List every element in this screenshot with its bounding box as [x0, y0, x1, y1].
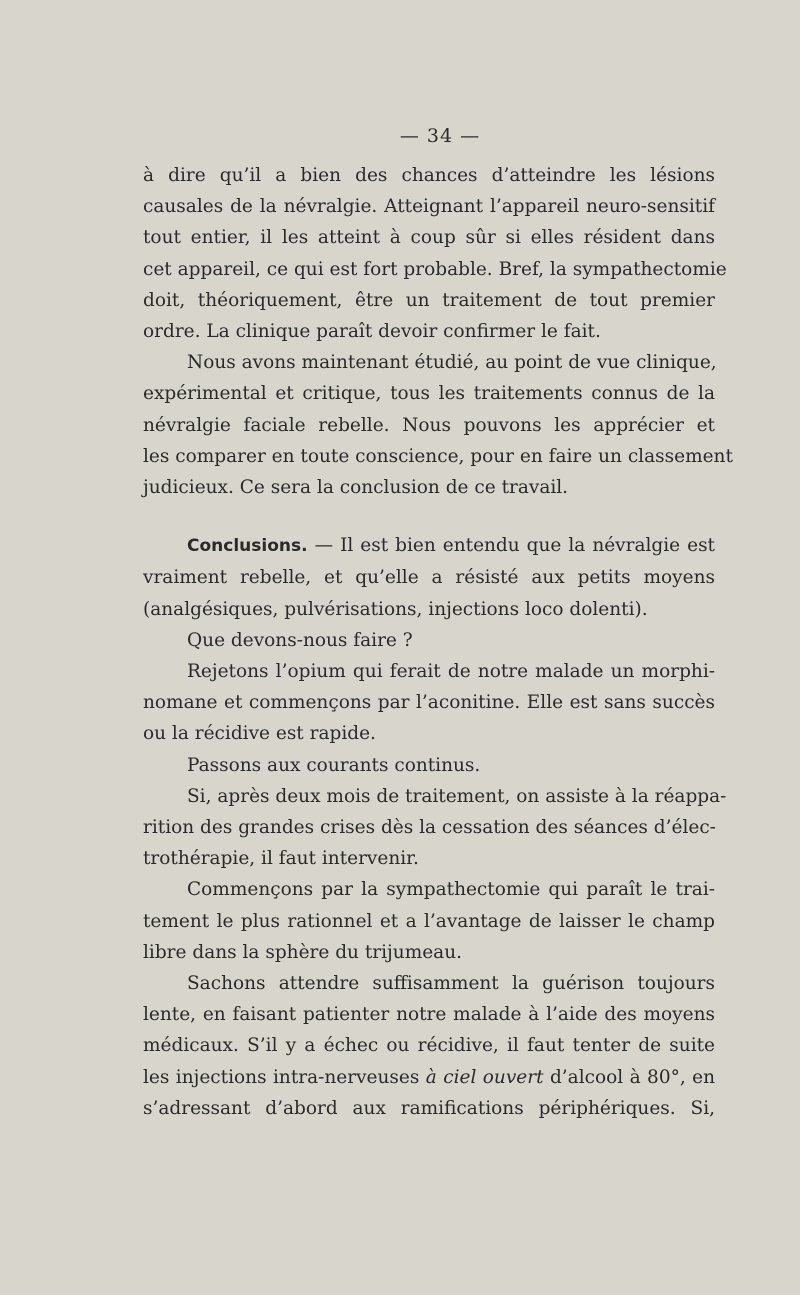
text-line: Rejetons l’opium qui ferait de notre malade un morphi- — [187, 661, 715, 683]
section-gap — [143, 503, 715, 530]
text-line: Commençons par la sympathectomie qui paraît le trai- — [187, 879, 715, 901]
text-segment: les injections intra-nerveuses — [143, 1066, 426, 1088]
text-line: vraiment rebelle, et qu’elle a résisté aux petits moyens — [143, 567, 715, 589]
text-line: cet appareil, ce qui est fort probable. Bref, la sympathectomie — [143, 258, 727, 280]
text-line: à dire qu’il a bien des chances d’atteindre les lésions — [143, 165, 715, 186]
body-text — [143, 160, 733, 1124]
italic-phrase: à ciel ouvert — [425, 1066, 544, 1088]
text-line: Que devons-nous faire ? — [187, 629, 413, 651]
text-line: s’adressant d’abord aux ramifications périphériques. Si, — [143, 1097, 715, 1119]
text-line: expérimental et critique, tous les traitements connus de la — [143, 383, 715, 405]
text-line: libre dans la sphère du trijumeau. — [143, 941, 463, 963]
text-line: les comparer en toute conscience, pour en faire un classement — [143, 445, 733, 467]
text-line: causales de la névralgie. Atteignant l’appareil neuro-sensitif — [143, 196, 715, 218]
text-line: Passons aux courants continus. — [187, 754, 481, 776]
text-line: lente, en faisant patienter notre malade à l’aide des moyens — [143, 1004, 715, 1026]
text-line: doit, théoriquement, être un traitement de tout premier — [143, 289, 715, 311]
text-line — [143, 530, 715, 562]
text-line: tement le plus rationnel et a l’avantage de laisser le champ — [143, 910, 715, 932]
text-segment: — Il est bien entendu que la névralgie est — [314, 535, 715, 557]
text-line: tout entier, il les atteint à coup sûr si elles résident dans — [143, 227, 715, 249]
text-line: Nous avons maintenant étudié, au point de vue clinique, — [187, 352, 717, 374]
conclusions-heading: Conclusions. — [187, 536, 308, 557]
text-line: ou la récidive est rapide. — [143, 723, 376, 745]
text-line: Sachons attendre suffisamment la guérison toujours — [187, 973, 715, 995]
text-line: nomane et commençons par l’aconitine. Elle est sans succès — [143, 692, 715, 714]
text-line: trothérapie, il faut intervenir. — [143, 848, 419, 870]
text-line: Si, après deux mois de traitement, on assiste à la réappa- — [187, 785, 727, 807]
text-line: rition des grandes crises dès la cessation des séances d’élec- — [143, 817, 716, 839]
text-line: judicieux. Ce sera la conclusion de ce travail. — [143, 477, 569, 499]
page-number: — 34 — — [399, 125, 481, 147]
text-line: ordre. La clinique paraît devoir confirmer le fait. — [143, 321, 601, 343]
text-line: (analgésiques, pulvérisations, injections loco dolenti). — [143, 598, 648, 620]
text-line: médicaux. S’il y a échec ou récidive, il faut tenter de suite — [143, 1035, 715, 1057]
text-line — [143, 1062, 715, 1093]
text-line: névralgie faciale rebelle. Nous pouvons les apprécier et — [143, 414, 715, 436]
text-segment: d’alcool à 80°, en — [543, 1066, 716, 1088]
